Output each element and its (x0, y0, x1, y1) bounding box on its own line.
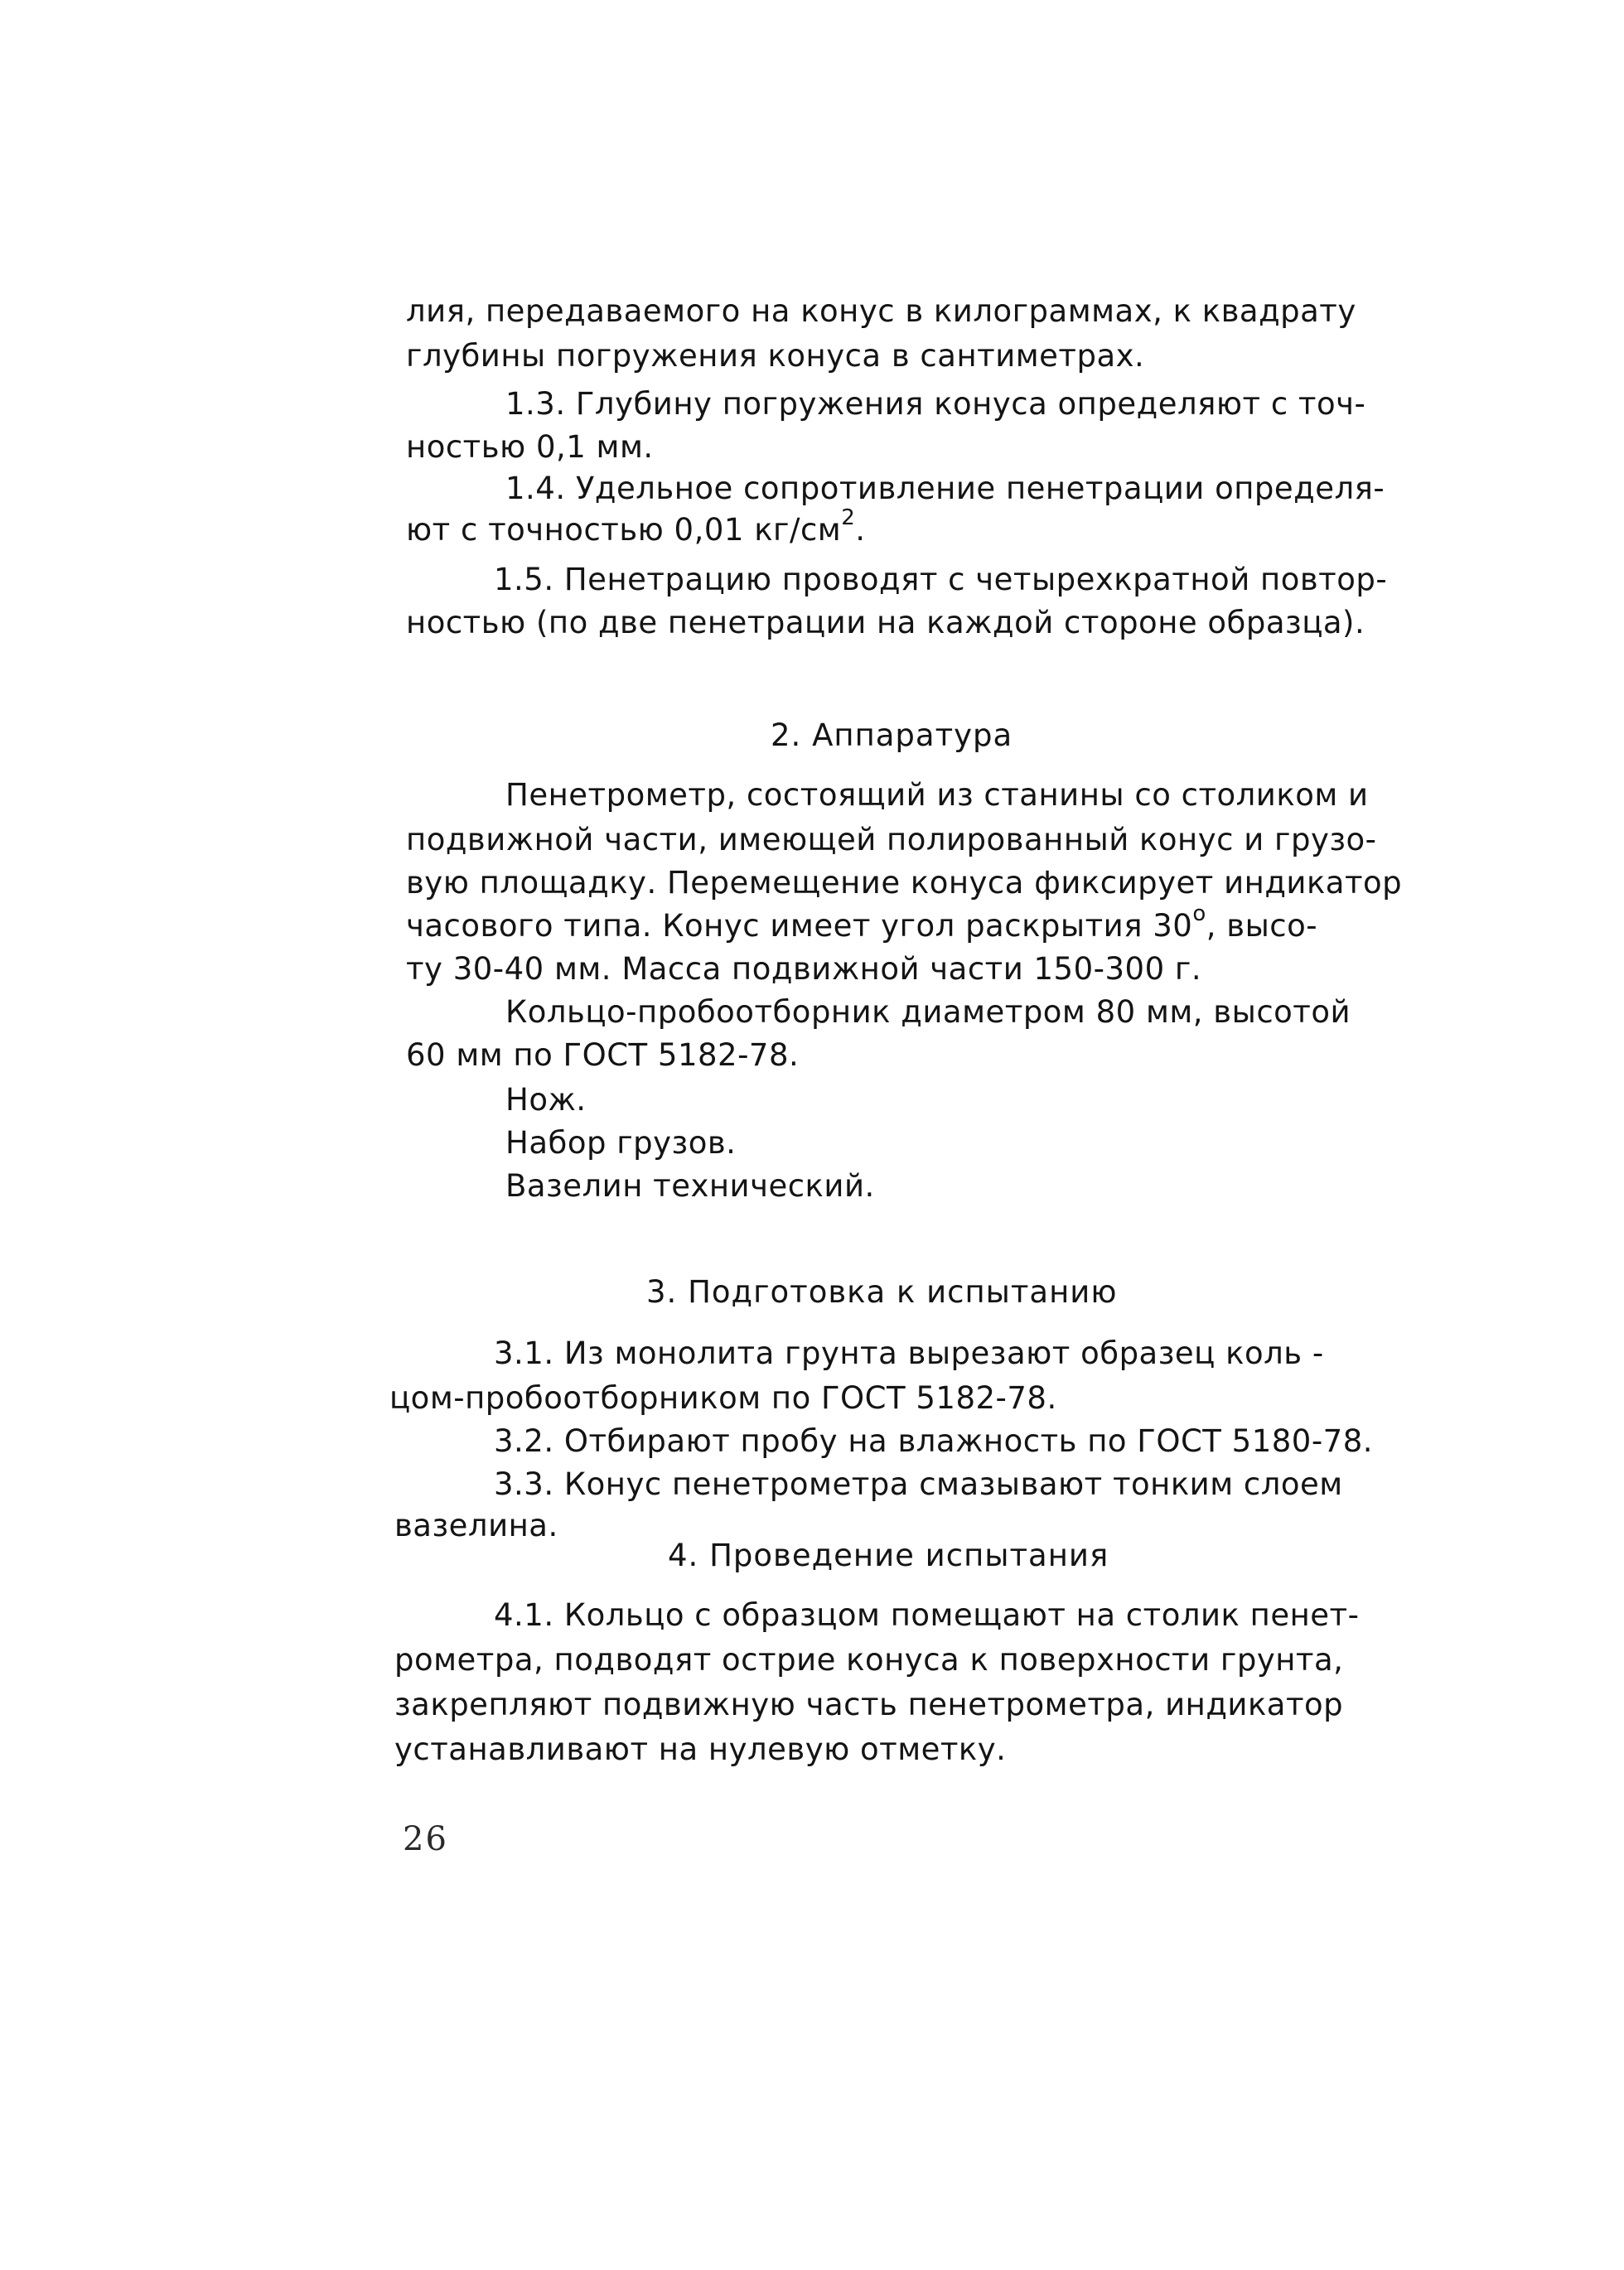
section-heading-apparatus: 2. Аппаратура (771, 717, 1013, 753)
text-line: ту 30-40 мм. Масса подвижной части 150-300 г. (406, 951, 1202, 987)
period: . (855, 512, 866, 548)
superscript: 2 (841, 505, 856, 530)
text-line: цом-пробоотборником по ГОСТ 5182-78. (389, 1380, 1057, 1416)
text-line: Кольцо-пробоотборник диаметром 80 мм, высотой (505, 994, 1351, 1030)
text-line-tail: , высо- (1206, 908, 1318, 944)
page-number: 26 (403, 1820, 448, 1858)
text-line: подвижной части, имеющей полированный конус и грузо- (406, 822, 1377, 857)
text-line: ностью 0,1 мм. (406, 429, 654, 465)
clause-1-5: 1.5. Пенетрацию проводят с четырехкратной повтор- (494, 562, 1388, 597)
list-item: Набор грузов. (505, 1125, 737, 1161)
text-line: устанавливают на нулевую отметку. (394, 1731, 1007, 1767)
text-line (406, 901, 1318, 946)
text-line: рометра, подводят острие конуса к поверхности грунта, (394, 1642, 1344, 1678)
clause-3-3: 3.3. Конус пенетрометра смазывают тонким слоем (494, 1466, 1343, 1502)
list-item: Вазелин технический. (505, 1168, 875, 1204)
section-heading-testing: 4. Проведение испытания (668, 1538, 1109, 1573)
text-line: закрепляют подвижную часть пенетрометра, индикатор (394, 1687, 1344, 1722)
text-line-body: ют с точностью 0,01 кг/см (406, 512, 842, 548)
section-heading-preparation: 3. Подготовка к испытанию (646, 1274, 1118, 1310)
clause-3-1: 3.1. Из монолита грунта вырезают образец коль - (494, 1335, 1324, 1371)
text-line-body: часового типа. Конус имеет угол раскрытия 30 (406, 908, 1193, 944)
clause-1-3: 1.3. Глубину погружения конуса определяют с точ- (505, 386, 1366, 422)
text-line: Пенетрометр, состоящий из станины со столиком и (505, 777, 1369, 813)
clause-3-2: 3.2. Отбирают пробу на влажность по ГОСТ 5180-78. (494, 1423, 1374, 1459)
list-item: Нож. (505, 1082, 587, 1118)
text-line: глубины погружения конуса в сантиметрах. (406, 338, 1145, 374)
text-line (406, 505, 866, 550)
degree-superscript: о (1192, 901, 1206, 926)
text-line: лия, передаваемого на конус в килограммах, к квадрату (406, 293, 1356, 329)
text-line: вазелина. (394, 1508, 558, 1543)
clause-4-1: 4.1. Кольцо с образцом помещают на столик пенет- (494, 1597, 1360, 1633)
text-line: ностью (по две пенетрации на каждой стороне образца). (406, 605, 1365, 640)
text-line: 60 мм по ГОСТ 5182-78. (406, 1037, 800, 1073)
clause-1-4: 1.4. Удельное сопротивление пенетрации определя- (505, 471, 1385, 506)
text-line: вую площадку. Перемещение конуса фиксирует индикатор (406, 865, 1403, 901)
